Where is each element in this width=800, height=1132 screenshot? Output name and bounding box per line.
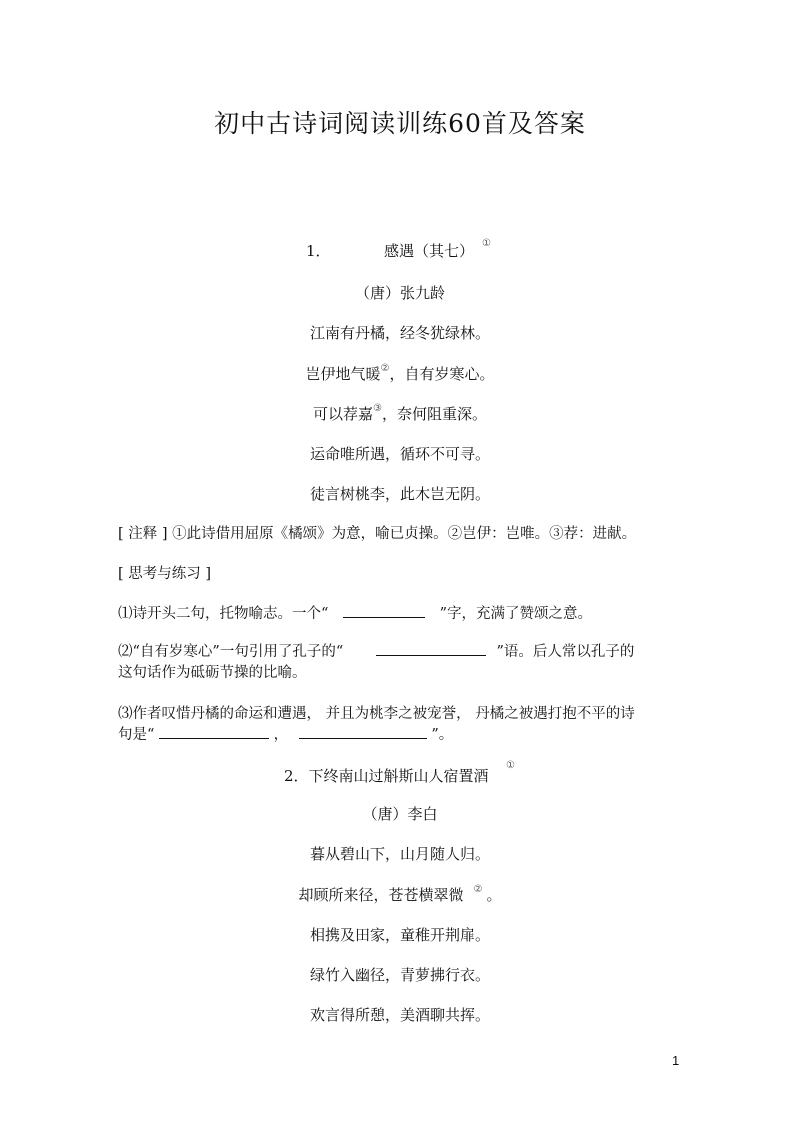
line-text-after: ，自有岁寒心。 [389,365,495,383]
line-text: 江南有丹橘，经冬犹绿林。 [309,324,490,342]
poem2-line-3 [0,924,800,945]
question-2-text: ⑵“自有岁寒心”一句引用了孔子的“ [118,644,344,660]
poem1-line-5 [0,483,800,504]
poem1-author: （唐）张九龄 [354,284,445,302]
poem1-annotation: [ 注释 ] ①此诗借用屈原《橘颂》为意，喻已贞操。②岂伊：岂唯。③荐：进献。 [118,526,637,542]
question-2-text-after: ”语。后人常以孔子的 [496,644,635,660]
question-1-text-after: ”字，充满了赞颂之意。 [439,606,593,622]
line-text: 却顾所来径，苍苍横翠微 [298,886,464,904]
line-text-after: ，奈何阻重深。 [381,405,487,423]
line-text: 可以荐嘉 [313,405,374,423]
poem1-line-1 [0,322,800,343]
poem2-line-2 [0,884,800,905]
poem2-heading [284,765,489,786]
footnote-marker: ② [473,884,483,895]
poem2-title: 下终南山过斛斯山人宿置酒 [308,767,489,785]
line-text: 欢言得所憩，美酒聊共挥。 [309,1006,490,1024]
question-1-text: ⑴诗开头二句，托物喻志。一个“ [118,606,329,622]
footnote-marker: ③ [373,403,382,414]
question-3-text: 句是“ [118,727,155,743]
line-text: 相携及田家，童稚开荆扉。 [309,926,490,944]
answer-blank[interactable] [159,724,269,739]
answer-blank[interactable] [376,641,486,656]
poem1-number: 1． [306,242,331,260]
poem2-number: 2． [284,767,309,785]
question-1 [118,602,592,623]
poem2-title-note: ① [506,760,515,771]
line-text: 岂伊地气暖 [305,365,381,383]
line-text: 暮从碧山下，山月随人归。 [309,845,490,863]
question-3-text-after: ”。 [431,727,454,743]
poem1-line-2 [0,363,800,384]
line-text: 徒言树桃李，此木岂无阴。 [309,485,490,503]
poem1-line-3 [0,403,800,424]
line-text-after: 。 [486,886,502,904]
question-2 [118,640,634,661]
poem2-author: （唐）李白 [362,805,438,823]
line-text: 运命唯所遇，循环不可寻。 [309,445,490,463]
poem2-line-1 [0,843,800,864]
poem1-line-4 [0,443,800,464]
page-number: 1 [672,1053,680,1068]
poem2-line-5 [0,1004,800,1025]
line-text: 绿竹入幽径，青萝拂行衣。 [309,966,490,984]
answer-blank[interactable] [299,724,427,739]
question-3-line-2 [118,723,453,744]
poem1-title: 感遇（其七） [384,242,475,260]
question-3: ⑶作者叹惜丹橘的命运和遭遇， 并且为桃李之被宠誉， 丹橘之被遇打抱不平的诗 [118,706,635,722]
question-2-line-2: 这句话作为砥砺节操的比喻。 [118,665,307,681]
exercise-heading: [ 思考与练习 ] [118,566,212,582]
footnote-marker: ② [380,363,390,374]
poem2-line-4 [0,964,800,985]
poem1-title-note: ① [482,238,491,249]
answer-blank[interactable] [343,603,425,618]
document-title: 初中古诗词阅读训练60首及答案 [214,109,586,138]
question-3-separator: ， [273,727,289,743]
